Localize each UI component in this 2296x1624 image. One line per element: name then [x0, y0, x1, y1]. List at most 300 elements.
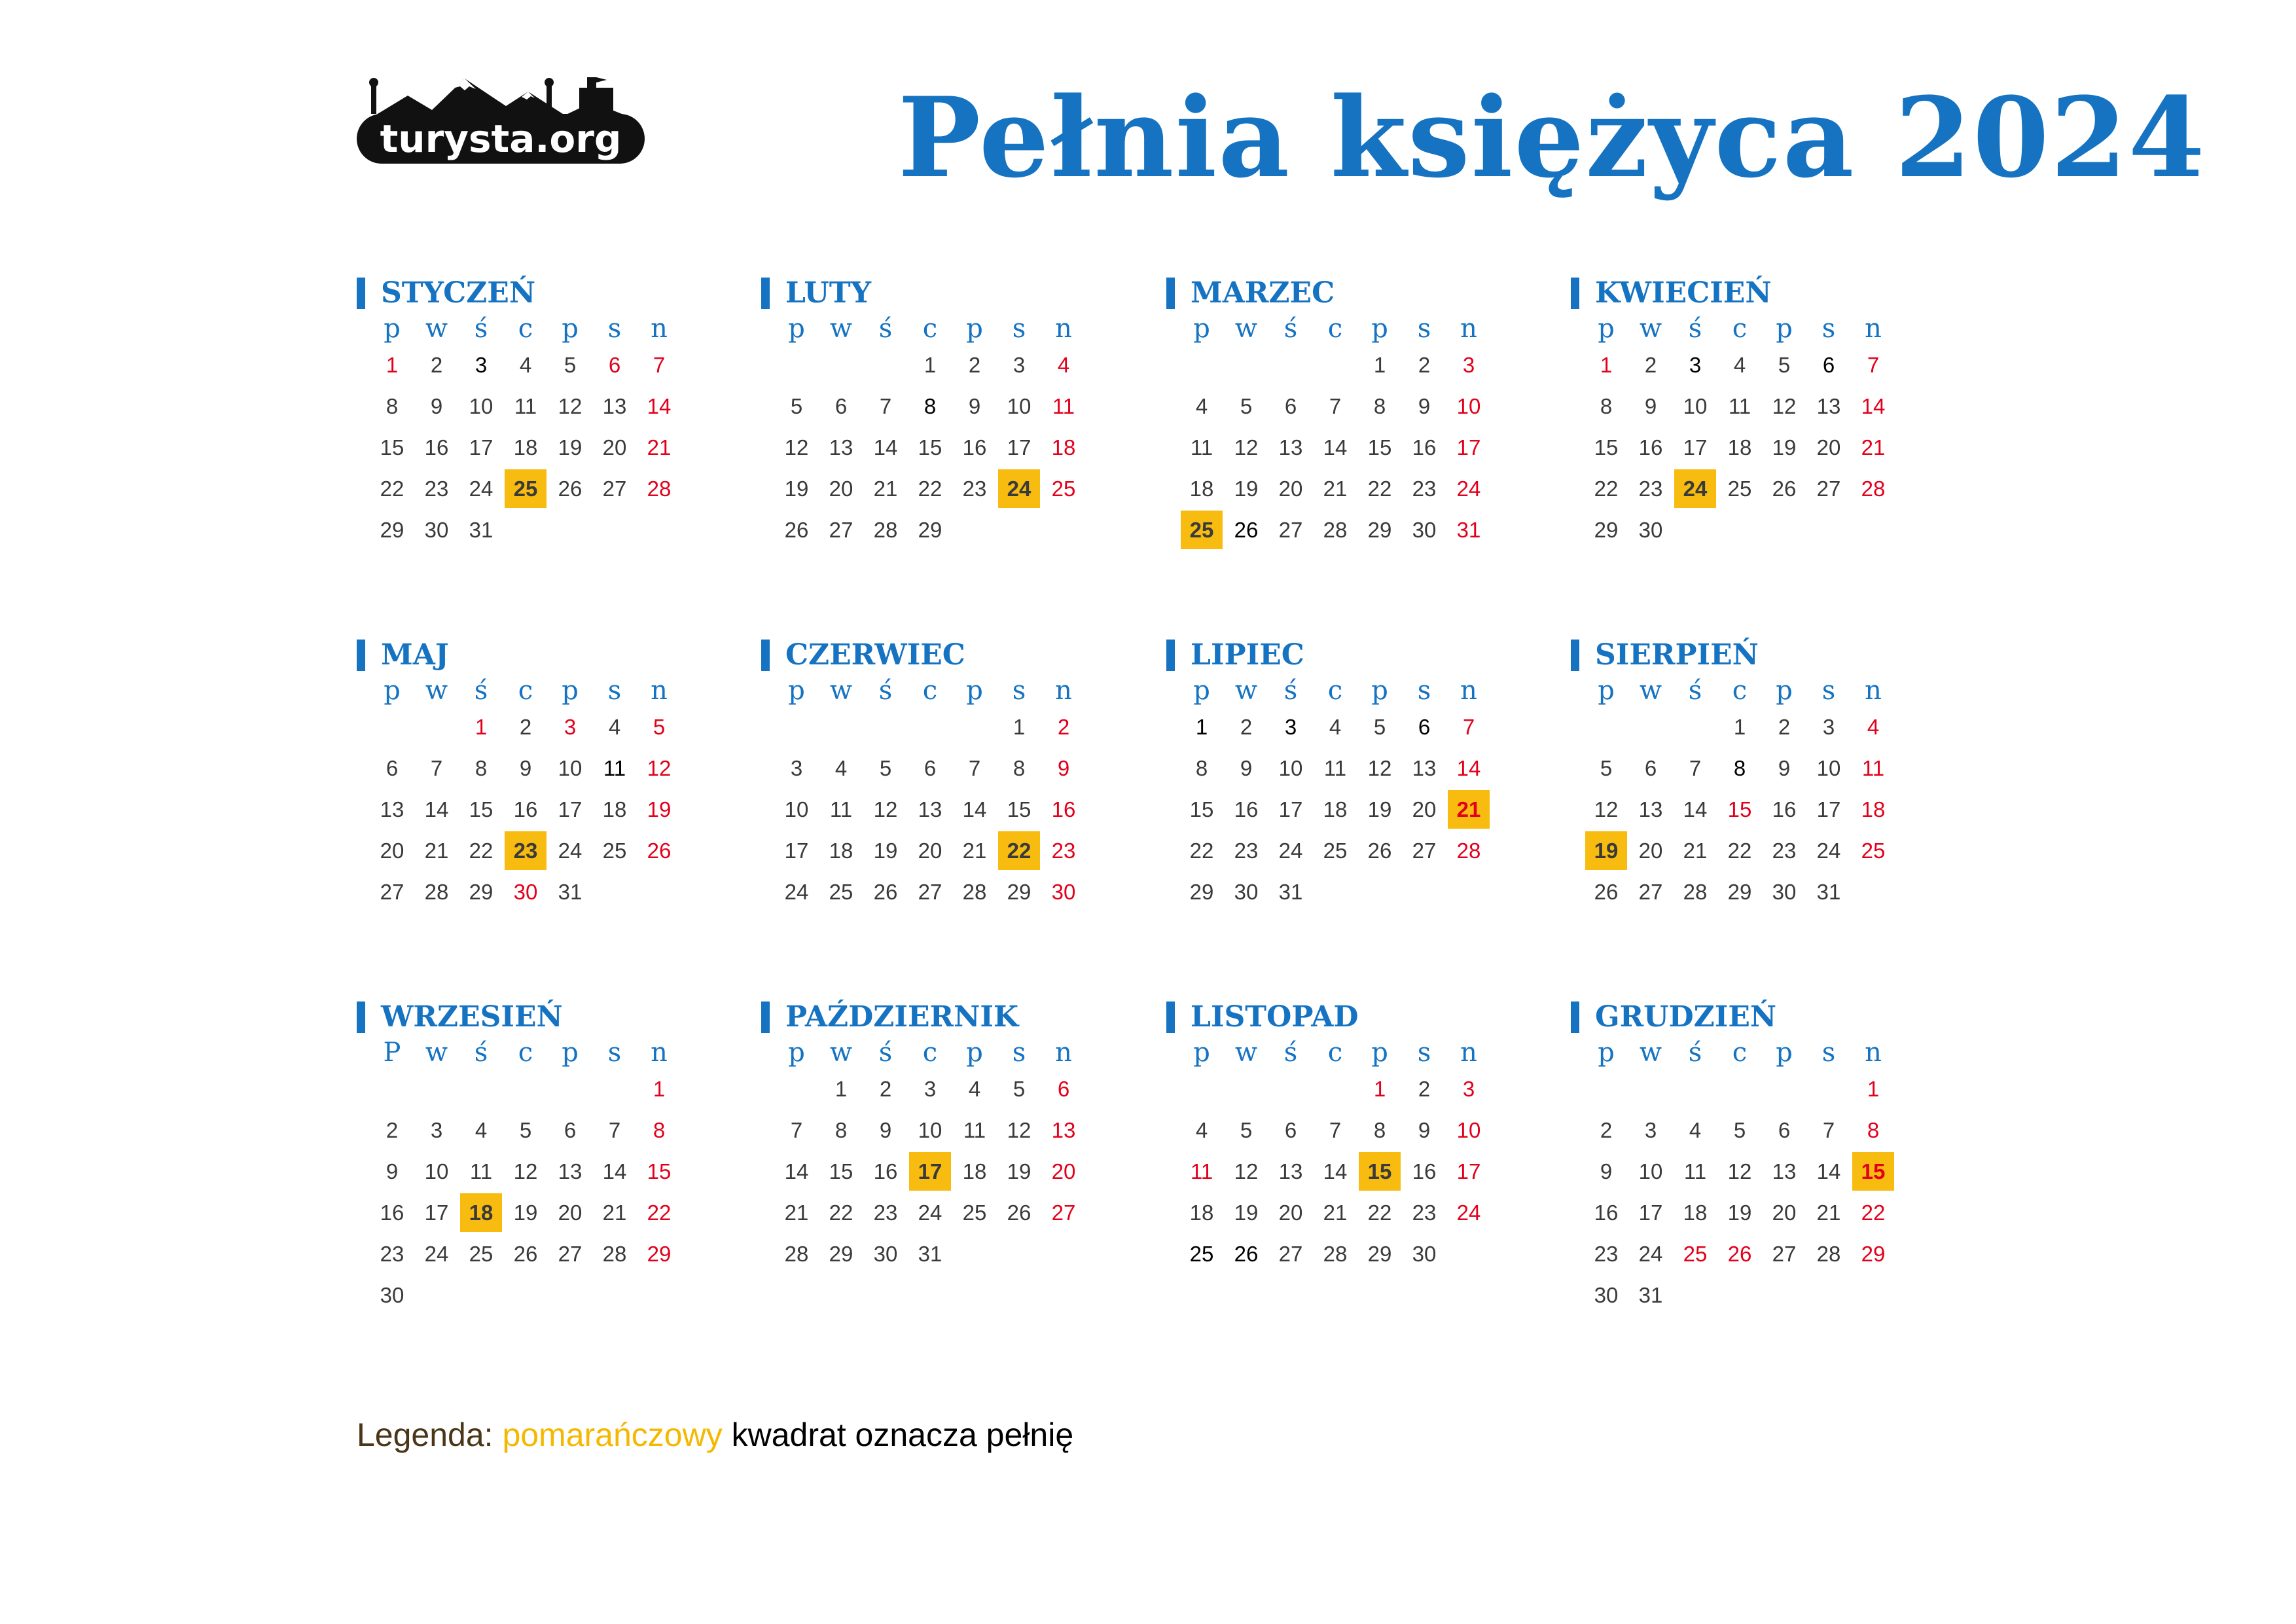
day-cell: 1	[924, 352, 937, 377]
weekday-header: p	[1371, 1038, 1388, 1068]
day-cell: 13	[1278, 435, 1303, 460]
week-row	[1179, 871, 1491, 912]
weekday-header: p	[1598, 676, 1615, 706]
day-cell: 22	[829, 1200, 853, 1225]
day-cell: 10	[1638, 1159, 1663, 1183]
week-row	[774, 830, 1086, 871]
empty-cell	[1268, 344, 1313, 386]
day-cell: 7	[1822, 1117, 1835, 1142]
day-cell: 26	[1772, 476, 1797, 501]
day-cell: 11	[829, 797, 853, 821]
empty-cell	[503, 509, 548, 550]
month-accent-bar	[1571, 1001, 1579, 1033]
day-cell: 30	[1412, 1241, 1437, 1266]
day-cell: 26	[1594, 879, 1619, 904]
day-cell: 16	[1412, 1159, 1437, 1183]
day-cell: 3	[430, 1117, 443, 1142]
day-cell: 23	[424, 476, 449, 501]
empty-cell	[370, 1068, 414, 1110]
day-cell: 15	[1727, 797, 1752, 821]
day-cell: 20	[1412, 797, 1437, 821]
day-cell: 28	[1861, 476, 1886, 501]
month-name: WRZESIEŃ	[381, 1000, 563, 1034]
day-cell: 13	[1638, 797, 1663, 821]
day-cell: 29	[1367, 1241, 1392, 1266]
day-cell: 7	[653, 352, 666, 377]
day-cell: 14	[873, 435, 898, 460]
weekday-header: p	[562, 314, 579, 344]
day-cell: 1	[1733, 714, 1746, 739]
month-calendar-table	[774, 1037, 1086, 1274]
empty-cell	[592, 871, 637, 912]
day-cell: 3	[1462, 1076, 1475, 1101]
day-cell: 30	[380, 1282, 404, 1307]
day-cell: 31	[1278, 879, 1303, 904]
day-cell: 26	[558, 476, 583, 501]
day-cell: 14	[602, 1159, 627, 1183]
weekday-header: w	[829, 314, 853, 344]
empty-cell	[414, 1274, 459, 1316]
weekday-header: s	[607, 314, 622, 344]
month-accent-bar	[761, 640, 770, 671]
day-cell: 4	[834, 755, 848, 780]
week-row	[1584, 1233, 1895, 1274]
week-row	[370, 871, 681, 912]
day-cell: 6	[564, 1117, 577, 1142]
weekday-header: P	[383, 1038, 401, 1068]
day-cell: 29	[1189, 879, 1214, 904]
day-cell: 18	[829, 838, 853, 863]
day-cell: 23	[1772, 838, 1797, 863]
day-cell: 20	[1772, 1200, 1797, 1225]
week-row	[774, 509, 1086, 550]
week-row	[370, 509, 681, 550]
day-cell: 23	[1051, 838, 1076, 863]
day-cell: 2	[386, 1117, 399, 1142]
weekday-header: n	[1865, 314, 1882, 344]
empty-cell	[1313, 871, 1357, 912]
week-row	[1179, 1192, 1491, 1233]
day-cell: 6	[1057, 1076, 1070, 1101]
day-cell: 18	[1189, 476, 1214, 501]
day-cell: 15	[1367, 435, 1392, 460]
day-cell: 10	[558, 755, 583, 780]
empty-cell	[1313, 344, 1357, 386]
week-row	[1584, 427, 1895, 468]
day-cell: 27	[558, 1241, 583, 1266]
day-cell: 20	[1816, 435, 1841, 460]
weekday-header: w	[1234, 1038, 1258, 1068]
day-cell: 28	[784, 1241, 809, 1266]
weekday-header: p	[1371, 676, 1388, 706]
week-row	[370, 1151, 681, 1192]
day-cell: 9	[386, 1159, 399, 1183]
weekday-header: p	[562, 676, 579, 706]
week-row	[774, 427, 1086, 468]
day-cell: 22	[1594, 476, 1619, 501]
day-cell: 24	[1816, 838, 1841, 863]
month-block	[1571, 637, 1977, 912]
day-cell: 9	[1644, 393, 1657, 418]
empty-cell	[503, 1274, 548, 1316]
empty-cell	[1717, 1068, 1762, 1110]
day-cell: 21	[1861, 435, 1886, 460]
day-cell: 5	[1013, 1076, 1026, 1101]
day-cell: 21	[424, 838, 449, 863]
weekday-header: p	[1193, 676, 1210, 706]
day-cell: 27	[1278, 1241, 1303, 1266]
day-cell: 12	[1234, 435, 1259, 460]
day-cell: 27	[1638, 879, 1663, 904]
weekday-header: s	[1012, 676, 1026, 706]
day-cell: 1	[1195, 714, 1208, 739]
day-cell: 9	[879, 1117, 892, 1142]
day-cell: 2	[1600, 1117, 1613, 1142]
empty-cell	[1851, 871, 1895, 912]
day-cell: 19	[1772, 435, 1797, 460]
day-cell: 30	[1594, 1282, 1619, 1307]
weekday-header: n	[1460, 676, 1477, 706]
empty-cell	[1179, 344, 1224, 386]
empty-cell	[1806, 1068, 1851, 1110]
month-block	[761, 275, 1167, 550]
day-cell: 12	[1367, 755, 1392, 780]
day-cell: 22	[380, 476, 404, 501]
month-name: LUTY	[785, 276, 872, 310]
empty-cell	[592, 509, 637, 550]
day-cell: 11	[1728, 393, 1751, 418]
day-cell: 20	[1638, 838, 1663, 863]
legend-color-word: pomarańczowy	[502, 1416, 723, 1453]
day-cell: 19	[1234, 476, 1259, 501]
day-cell: 6	[386, 755, 399, 780]
logo-text: turysta.org	[380, 117, 622, 161]
month-block	[357, 637, 762, 912]
month-block	[357, 999, 762, 1316]
month-name: LIPIEC	[1191, 638, 1304, 672]
legend-description: kwadrat oznacza pełnię	[722, 1416, 1074, 1453]
day-cell: 11	[963, 1117, 986, 1142]
day-cell: 24	[1638, 1241, 1663, 1266]
day-cell: 4	[1195, 1117, 1208, 1142]
day-cell: 12	[513, 1159, 538, 1183]
month-calendar-table	[1584, 675, 1895, 912]
week-row	[370, 789, 681, 830]
day-cell: 12	[873, 797, 898, 821]
day-cell: 27	[380, 879, 404, 904]
day-cell: 3	[1822, 714, 1835, 739]
day-cell: 4	[1329, 714, 1342, 739]
day-cell: 28	[1323, 1241, 1348, 1266]
empty-cell	[370, 706, 414, 748]
day-cell: 31	[1456, 517, 1481, 542]
day-cell: 7	[1329, 393, 1342, 418]
day-cell: 29	[469, 879, 493, 904]
empty-cell	[1851, 1274, 1895, 1316]
weekday-header: ś	[474, 1038, 488, 1068]
weekday-header: n	[651, 1038, 668, 1068]
weekday-header: s	[1821, 1038, 1836, 1068]
day-cell: 2	[1240, 714, 1253, 739]
day-cell: 23	[380, 1241, 404, 1266]
week-row	[774, 1151, 1086, 1192]
weekday-header-row	[370, 313, 681, 344]
day-cell: 9	[1418, 1117, 1431, 1142]
week-row	[1584, 386, 1895, 427]
weekday-header-row	[370, 1037, 681, 1068]
full-moon-day: 18	[459, 1192, 503, 1233]
weekday-header: c	[1732, 676, 1748, 706]
day-cell: 29	[1367, 517, 1392, 542]
empty-cell	[997, 1233, 1041, 1274]
day-cell: 19	[1367, 797, 1392, 821]
day-cell: 28	[1456, 838, 1481, 863]
week-row	[370, 1192, 681, 1233]
full-moon-day: 25	[1179, 509, 1224, 550]
month-name: MARZEC	[1191, 276, 1335, 310]
weekday-header: ś	[474, 314, 488, 344]
weekday-header: s	[1821, 314, 1836, 344]
day-cell: 8	[1867, 1117, 1880, 1142]
month-header	[761, 999, 1167, 1036]
empty-cell	[952, 706, 997, 748]
day-cell: 5	[653, 714, 666, 739]
day-cell: 6	[1284, 1117, 1297, 1142]
weekday-header: p	[384, 676, 401, 706]
weekday-header-row	[774, 675, 1086, 706]
day-cell: 21	[1683, 838, 1708, 863]
weekday-header-row	[1179, 675, 1491, 706]
day-cell: 21	[647, 435, 672, 460]
day-cell: 27	[1816, 476, 1841, 501]
day-cell: 1	[653, 1076, 666, 1101]
day-cell: 6	[834, 393, 848, 418]
full-moon-day: 15	[1851, 1151, 1895, 1192]
day-cell: 23	[1234, 838, 1259, 863]
day-cell: 14	[784, 1159, 809, 1183]
weekday-header: w	[425, 676, 448, 706]
day-cell: 18	[1323, 797, 1348, 821]
day-cell: 14	[424, 797, 449, 821]
empty-cell	[908, 706, 952, 748]
day-cell: 23	[1412, 1200, 1437, 1225]
day-cell: 7	[968, 755, 981, 780]
day-cell: 29	[1594, 517, 1619, 542]
weekday-header: ś	[1688, 1038, 1702, 1068]
day-cell: 8	[653, 1117, 666, 1142]
day-cell: 7	[879, 393, 892, 418]
weekday-header: s	[1417, 314, 1431, 344]
empty-cell	[774, 706, 819, 748]
day-cell: 29	[829, 1241, 853, 1266]
day-cell: 4	[1195, 393, 1208, 418]
day-cell: 8	[386, 393, 399, 418]
day-cell: 19	[513, 1200, 538, 1225]
day-cell: 15	[829, 1159, 853, 1183]
day-cell: 7	[1689, 755, 1702, 780]
day-cell: 24	[558, 838, 583, 863]
day-cell: 8	[924, 393, 937, 418]
weekday-header: c	[922, 1038, 938, 1068]
weekday-header: n	[1460, 314, 1477, 344]
day-cell: 5	[1240, 393, 1253, 418]
day-cell: 26	[784, 517, 809, 542]
empty-cell	[997, 509, 1041, 550]
day-cell: 12	[1772, 393, 1797, 418]
week-row	[1179, 830, 1491, 871]
day-cell: 2	[968, 352, 981, 377]
month-name: SIERPIEŃ	[1595, 638, 1759, 672]
day-cell: 20	[558, 1200, 583, 1225]
month-calendar-table	[774, 313, 1086, 550]
full-moon-day: 24	[1673, 468, 1717, 509]
full-moon-day: 24	[997, 468, 1041, 509]
weekday-header: ś	[1283, 676, 1298, 706]
weekday-header: w	[1639, 314, 1662, 344]
day-cell: 4	[1733, 352, 1746, 377]
day-cell: 29	[1007, 879, 1031, 904]
day-cell: 27	[918, 879, 942, 904]
day-cell: 22	[1727, 838, 1752, 863]
empty-cell	[548, 1068, 592, 1110]
day-cell: 18	[602, 797, 627, 821]
day-cell: 26	[1367, 838, 1392, 863]
week-row	[370, 468, 681, 509]
day-cell: 27	[829, 517, 853, 542]
day-cell: 15	[647, 1159, 672, 1183]
day-cell: 12	[558, 393, 583, 418]
day-cell: 29	[647, 1241, 672, 1266]
day-cell: 2	[1778, 714, 1791, 739]
day-cell: 8	[1733, 755, 1746, 780]
day-cell: 13	[1412, 755, 1437, 780]
week-row	[1584, 748, 1895, 789]
week-row	[774, 871, 1086, 912]
week-row	[1584, 1192, 1895, 1233]
day-cell: 5	[564, 352, 577, 377]
day-cell: 18	[513, 435, 538, 460]
weekday-header-row	[370, 675, 681, 706]
day-cell: 14	[1323, 1159, 1348, 1183]
day-cell: 12	[1594, 797, 1619, 821]
weekday-header: n	[1055, 314, 1072, 344]
day-cell: 16	[1234, 797, 1259, 821]
day-cell: 11	[469, 1159, 493, 1183]
full-moon-day: 25	[503, 468, 548, 509]
day-cell: 7	[430, 755, 443, 780]
week-row	[370, 1110, 681, 1151]
day-cell: 10	[784, 797, 809, 821]
month-calendar-table	[1179, 675, 1491, 912]
day-cell: 16	[1638, 435, 1663, 460]
day-cell: 9	[430, 393, 443, 418]
month-header	[1571, 999, 1977, 1036]
month-calendar-table	[370, 1037, 681, 1316]
day-cell: 16	[1594, 1200, 1619, 1225]
day-cell: 24	[784, 879, 809, 904]
legend-label: Legenda:	[357, 1416, 503, 1453]
day-cell: 22	[1367, 476, 1392, 501]
day-cell: 4	[1057, 352, 1070, 377]
day-cell: 9	[968, 393, 981, 418]
month-name: KWIECIEŃ	[1595, 276, 1772, 310]
weekday-header: s	[1012, 1038, 1026, 1068]
week-row	[1179, 706, 1491, 748]
weekday-header: c	[1327, 314, 1343, 344]
weekday-header-row	[1584, 313, 1895, 344]
empty-cell	[1806, 1274, 1851, 1316]
weekday-header: p	[1371, 314, 1388, 344]
week-row	[774, 789, 1086, 830]
week-row	[774, 1192, 1086, 1233]
weekday-header: c	[1327, 1038, 1343, 1068]
day-cell: 21	[873, 476, 898, 501]
weekday-header: p	[1776, 314, 1793, 344]
day-cell: 25	[962, 1200, 987, 1225]
day-cell: 10	[469, 393, 493, 418]
week-row	[1584, 1151, 1895, 1192]
weekday-header: p	[384, 314, 401, 344]
weekday-header: s	[607, 676, 622, 706]
day-cell: 17	[1456, 1159, 1481, 1183]
day-cell: 3	[1013, 352, 1026, 377]
weekday-header: w	[1234, 676, 1258, 706]
day-cell: 11	[1323, 755, 1347, 780]
day-cell: 4	[608, 714, 621, 739]
month-header	[357, 637, 762, 674]
day-cell: 5	[1733, 1117, 1746, 1142]
day-cell: 13	[829, 435, 853, 460]
day-cell: 20	[1278, 1200, 1303, 1225]
day-cell: 15	[1007, 797, 1031, 821]
full-moon-day: 15	[1357, 1151, 1402, 1192]
month-header	[1166, 275, 1572, 312]
empty-cell	[1628, 706, 1673, 748]
weekday-header: ś	[1688, 676, 1702, 706]
day-cell: 19	[873, 838, 898, 863]
day-cell: 22	[647, 1200, 672, 1225]
weekday-header: ś	[878, 1038, 893, 1068]
empty-cell	[1357, 871, 1402, 912]
day-cell: 29	[380, 517, 404, 542]
empty-cell	[1717, 509, 1762, 550]
day-cell: 20	[829, 476, 853, 501]
day-cell: 6	[1822, 352, 1835, 377]
empty-cell	[1762, 1274, 1806, 1316]
weekday-header: c	[1732, 314, 1748, 344]
empty-cell	[1402, 871, 1446, 912]
weekday-header: n	[1865, 676, 1882, 706]
weekday-header-row	[1584, 1037, 1895, 1068]
day-cell: 4	[475, 1117, 488, 1142]
day-cell: 19	[647, 797, 672, 821]
day-cell: 19	[1727, 1200, 1752, 1225]
empty-cell	[1673, 1068, 1717, 1110]
weekday-header: p	[1598, 314, 1615, 344]
week-row	[370, 1068, 681, 1110]
empty-cell	[1224, 1068, 1268, 1110]
month-accent-bar	[1166, 640, 1175, 671]
day-cell: 3	[564, 714, 577, 739]
month-name: LISTOPAD	[1191, 1000, 1359, 1034]
day-cell: 15	[1189, 797, 1214, 821]
day-cell: 7	[790, 1117, 803, 1142]
day-cell: 4	[519, 352, 532, 377]
day-cell: 10	[1007, 393, 1031, 418]
day-cell: 28	[962, 879, 987, 904]
day-cell: 18	[1683, 1200, 1708, 1225]
day-cell: 16	[1772, 797, 1797, 821]
